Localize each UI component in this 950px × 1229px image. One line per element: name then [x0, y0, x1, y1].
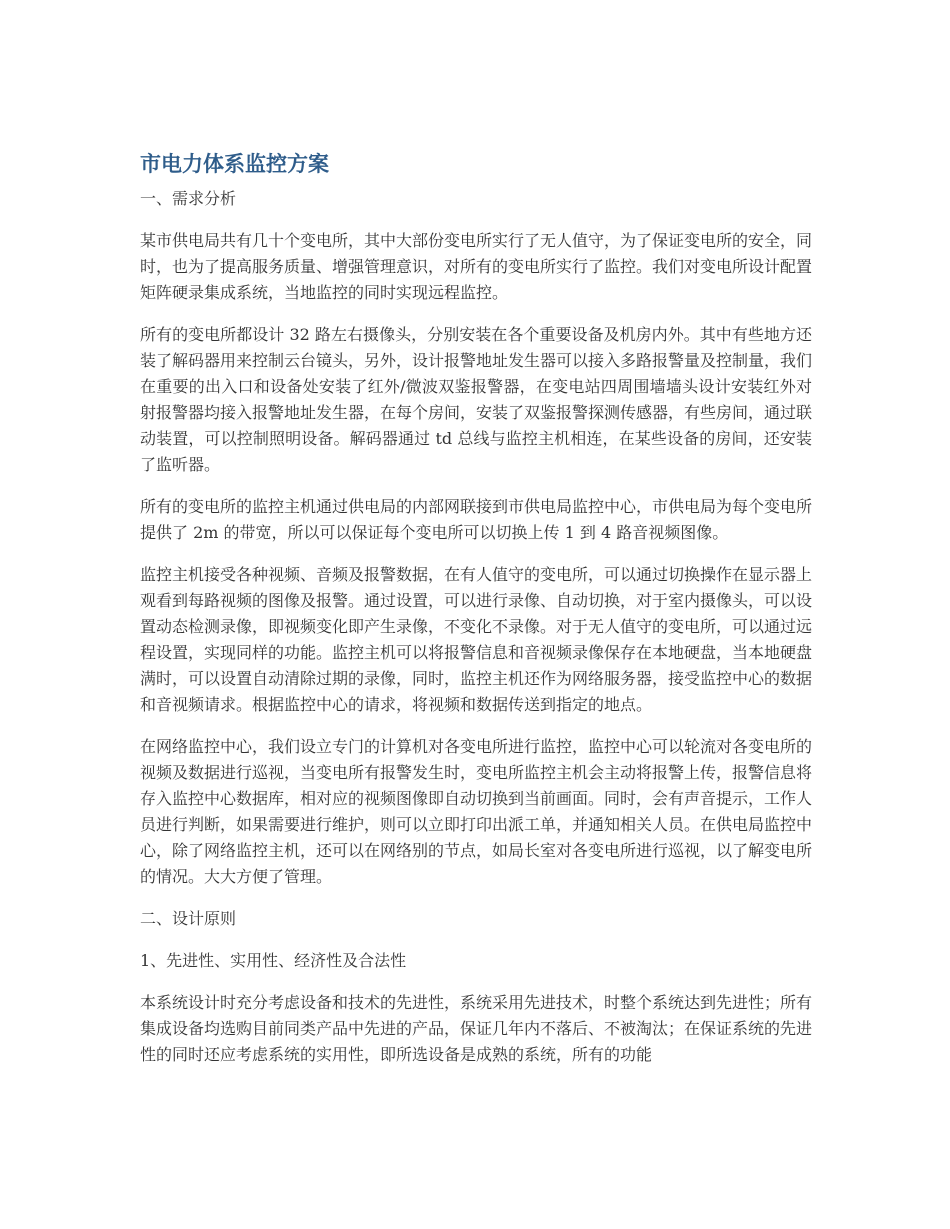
section-heading-design-principles: 二、设计原则: [140, 909, 237, 928]
paragraph: 所有的变电所的监控主机通过供电局的内部网联接到市供电局监控中心，市供电局为每个变电所提供了 2m 的带宽，所以可以保证每个变电所可以切换上传 1 到 4 路音视频图像。: [140, 497, 813, 542]
paragraph: 所有的变电所都设计 32 路左右摄像头，分别安装在各个重要设备及机房内外。其中有些地方还装了解码器用来控制云台镜头，另外，设计报警地址发生器可以接入多路报警量及控制量，我们在重要的出入口和设备处安装了红外/微波双鉴报警器，在变电站四周围墙墙头设计安装红外对射报警器均接入报警地址发生器，在每个房间，安装了双鉴报警探测传感器，有些房间，通过联动装置，可以控制照明设备。解码器通过 td 总线与监控主机相连，在某些设备的房间，还安装了监听器。: [140, 325, 813, 474]
paragraph: 监控主机接受各种视频、音频及报警数据，在有人值守的变电所，可以通过切换操作在显示器上观看到每路视频的图像及报警。通过设置，可以进行录像、自动切换，对于室内摄像头，可以设置动态检测录像，即视频变化即产生录像，不变化不录像。对于无人值守的变电所，可以通过远程设置，实现同样的功能。监控主机可以将报警信息和音视频录像保存在本地硬盘，当本地硬盘满时，可以设置自动清除过期的录像，同时，监控主机还作为网络服务器，接受监控中心的数据和音视频请求。根据监控中心的请求，将视频和数据传送到指定的地点。: [140, 565, 813, 714]
paragraph: 某市供电局共有几十个变电所，其中大部份变电所实行了无人值守，为了保证变电所的安全，同时，也为了提高服务质量、增强管理意识，对所有的变电所实行了监控。我们对变电所设计配置矩阵硬录集成系统，当地监控的同时实现远程监控。: [140, 231, 813, 302]
paragraph: 本系统设计时充分考虑设备和技术的先进性，系统采用先进技术，时整个系统达到先进性；所有集成设备均选购目前同类产品中先进的产品，保证几年内不落后、不被淘汰；在保证系统的先进性的同时还应考虑系统的实用性，即所选设备是成熟的系统，所有的功能: [140, 993, 813, 1064]
document-content: [140, 148, 812, 1084]
section-heading-requirements: 一、需求分析: [140, 189, 237, 208]
subsection-heading: 1、先进性、实用性、经济性及合法性: [140, 951, 407, 970]
paragraph: 在网络监控中心，我们设立专门的计算机对各变电所进行监控，监控中心可以轮流对各变电所的视频及数据进行巡视，当变电所有报警发生时，变电所监控主机会主动将报警上传，报警信息将存入监控中心数据库，相对应的视频图像即自动切换到当前画面。同时，会有声音提示，工作人员进行判断，如果需要进行维护，则可以立即打印出派工单，并通知相关人员。在供电局监控中心，除了网络监控主机，还可以在网络别的节点，如局长室对各变电所进行巡视，以了解变电所的情况。大大方便了管理。: [140, 737, 813, 886]
document-title: 市电力体系监控方案: [140, 152, 329, 176]
